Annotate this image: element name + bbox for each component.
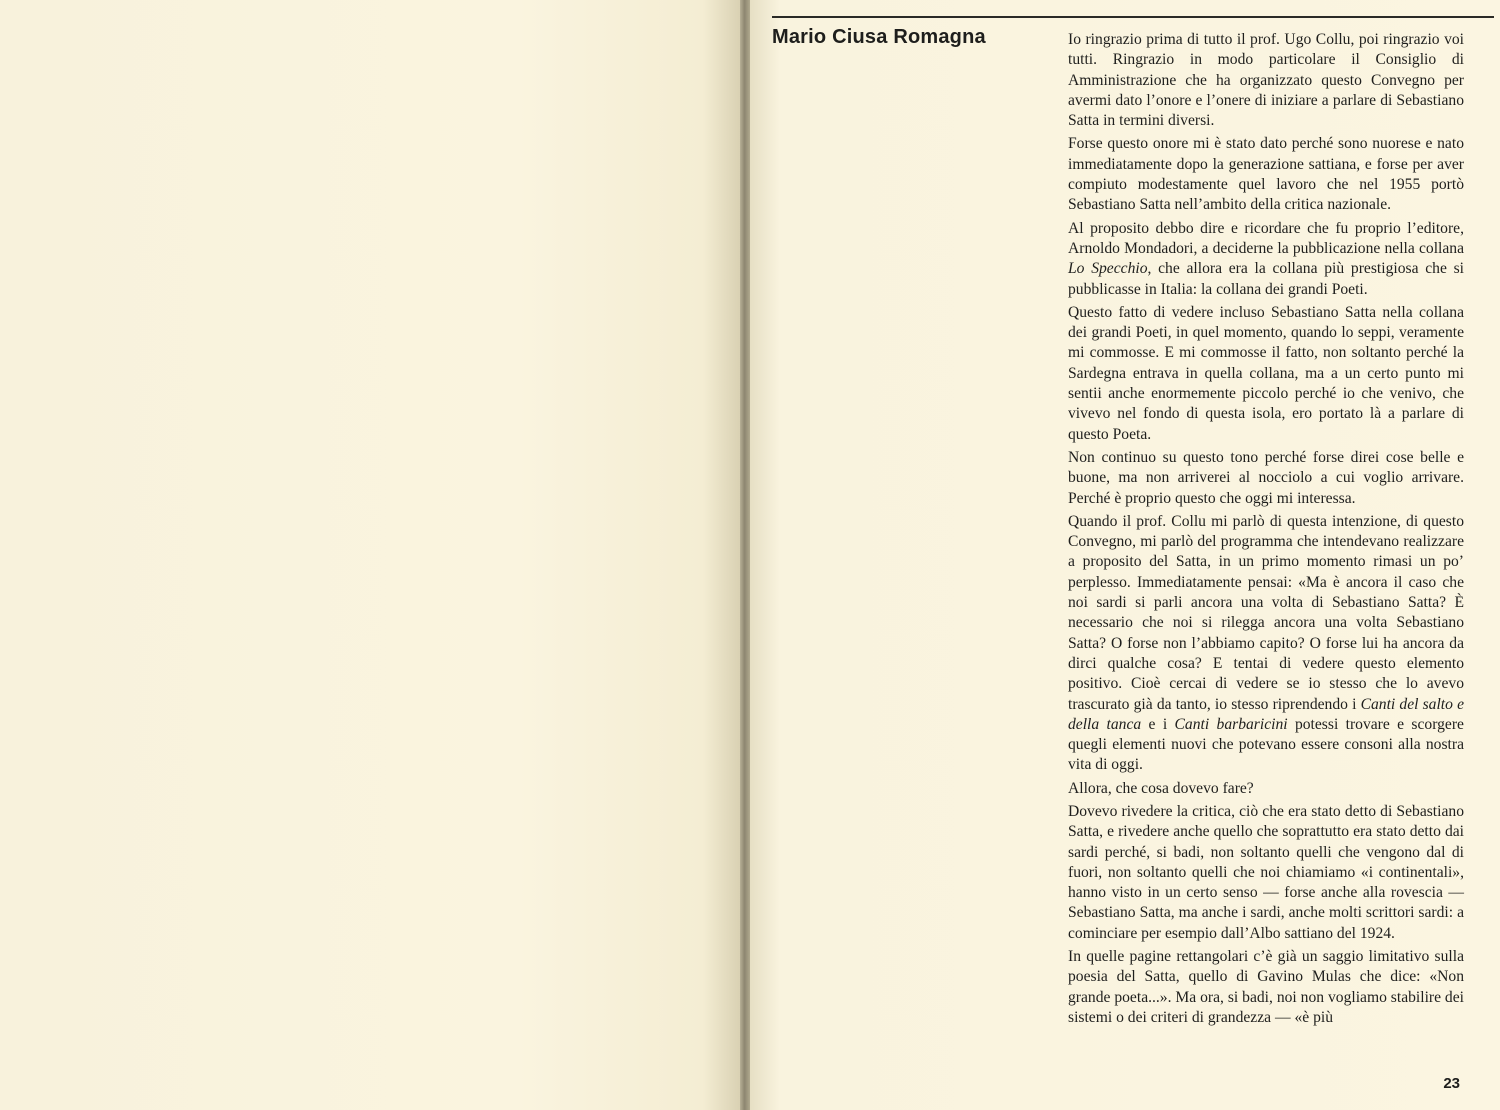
italic-title-text: Canti del salto e della tanca [1068, 695, 1465, 733]
body-paragraph [1068, 779, 1464, 799]
paragraph-text: Allora, che cosa dovevo fare? [1068, 779, 1254, 797]
paragraph-text: potessi trovare e scorgere quegli elementi nuovi che potevano essere consoni alla nostra vita di oggi. [1068, 715, 1464, 774]
article-body [1068, 30, 1464, 1031]
body-paragraph [1068, 947, 1464, 1028]
paragraph-text: , che allora era la collana più prestigiosa che si pubblicasse in Italia: la collana dei grandi Poeti. [1068, 260, 1464, 298]
body-paragraph [1068, 303, 1464, 445]
right-page [750, 0, 1500, 1110]
body-paragraph [1068, 802, 1464, 944]
book-gutter [740, 0, 750, 1110]
page-number: 23 [1443, 1075, 1460, 1092]
left-page-blank [0, 0, 740, 1110]
paragraph-text: Al proposito debbo dire e ricordare che fu proprio l’editore, Arnoldo Mondadori, a deciderne la pubblicazione nella collana [1068, 219, 1464, 257]
paragraph-text: Forse questo onore mi è stato dato perché sono nuorese e nato immediatamente dopo la generazione sattiana, e forse per aver compiuto modestamente quel lavoro che nel 1955 portò Sebastiano Satta nell’ambito della critica nazionale. [1068, 135, 1464, 214]
author-name: Mario Ciusa Romagna [772, 26, 986, 48]
body-paragraph [1068, 30, 1464, 131]
paragraph-text: Questo fatto di vedere incluso Sebastiano Satta nella collana dei grandi Poeti, in quel momento, quando lo seppi, veramente mi commosse. E mi commosse il fatto, non soltanto perché la Sardegna entrava in quella collana, ma a un certo punto mi sentii anche enormemente piccolo perché io che venivo, che vivevo nel fondo di questa isola, ero portato là a parlare di questo Poeta. [1068, 303, 1464, 443]
paragraph-text: e i [1141, 715, 1175, 733]
italic-title-text: Canti barbaricini [1174, 715, 1288, 733]
body-paragraph [1068, 448, 1464, 509]
paragraph-text: In quelle pagine rettangolari c’è già un saggio limitativo sulla poesia del Satta, quello di Gavino Mulas che dice: «Non grande poeta...». Ma ora, si badi, noi non vogliamo stabilire dei sistemi o dei criteri di grandezza — «è più [1068, 948, 1464, 1026]
body-paragraph [1068, 219, 1464, 300]
paragraph-text: Dovevo rivedere la critica, ciò che era stato detto di Sebastiano Satta, e rivedere anche quello che soprattutto era stato detto dai sardi perché, si badi, non soltanto quelli che vengono dal di fuori, non soltanto quelli che noi chiamiamo «i continentali», hanno visto in un certo senso — forse anche alla rovescia — Sebastiano Satta, ma anche i sardi, anche molti scrittori sardi: a cominciare per esempio dall’Albo sattiano del 1924. [1068, 802, 1464, 942]
paragraph-text: Quando il prof. Collu mi parlò di questa intenzione, di questo Convegno, mi parlò del programma che intendevano realizzare a proposito del Satta, in un primo momento rimasi un po’ perplesso. Immediatamente pensai: «Ma è ancora il caso che noi sardi si parli ancora una volta di Sebastiano Satta? È necessario che noi si rilegga ancora una volta Sebastiano Satta? O forse non l’abbiamo capito? O forse lui ha ancora da dirci qualche cosa? E tentai di vedere questo elemento positivo. Cioè cercai di vedere se io stesso che lo avevo trascurato già da tanto, io stesso riprendendo i [1068, 512, 1464, 713]
paragraph-text: Io ringrazio prima di tutto il prof. Ugo Collu, poi ringrazio voi tutti. Ringrazio in modo particolare il Consiglio di Amministrazione che ha organizzato questo Convegno per avermi dato l’onore e l’onere di iniziare a parlare di Sebastiano Satta in termini diversi. [1068, 31, 1464, 130]
italic-title-text: Lo Specchio [1068, 260, 1148, 278]
header-rule [772, 16, 1494, 18]
body-paragraph [1068, 512, 1464, 776]
body-paragraph [1068, 134, 1464, 215]
paragraph-text: Non continuo su questo tono perché forse direi cose belle e buone, ma non arriverei al nocciolo a cui voglio arrivare. Perché è proprio questo che oggi mi interessa. [1068, 448, 1464, 507]
